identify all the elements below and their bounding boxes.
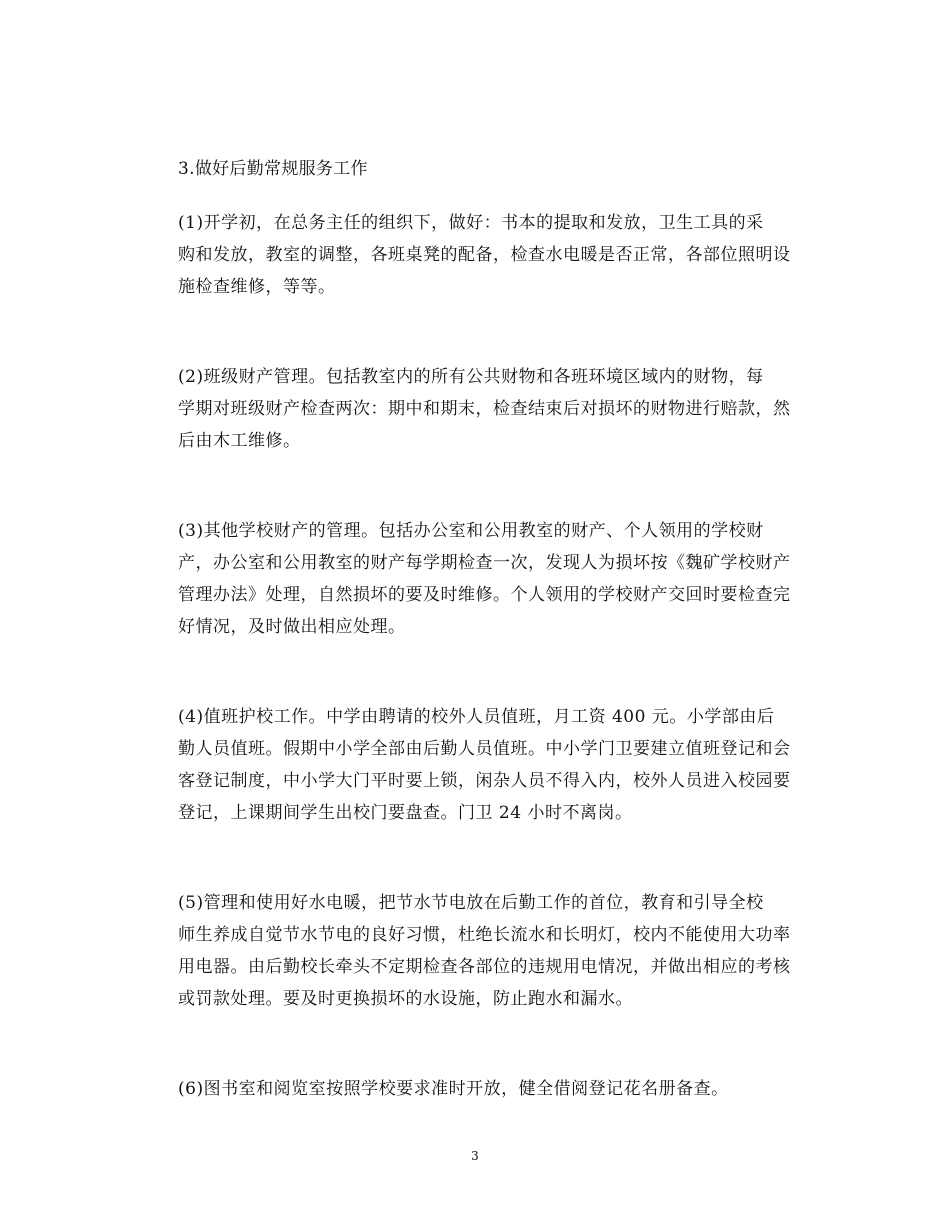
section-heading: 3.做好后勤常规服务工作 [178,159,368,179]
paragraph-line: 管理办法》处理，自然损坏的要及时维修。个人领用的学校财产交回时要检查完 [178,585,791,605]
paragraph-line: 或罚款处理。要及时更换损坏的水设施，防止跑水和漏水。 [178,989,633,1009]
paragraph-line: (1)开学初，在总务主任的组织下，做好：书本的提取和发放，卫生工具的采 [178,213,764,233]
page-number: 3 [471,1149,479,1163]
paragraph-3 [132,515,812,643]
paragraph-line: (2)班级财产管理。包括教室内的所有公共财物和各班环境区域内的财物，每 [178,367,764,387]
paragraph-line: (5)管理和使用好水电暖，把节水节电放在后勤工作的首位，教育和引导全校 [178,893,764,913]
paragraph-line: 施检查维修，等等。 [178,277,336,297]
paragraph-5 [132,887,812,1015]
paragraph-4 [132,701,812,829]
paragraph-6 [132,1073,812,1105]
paragraph-1 [132,207,812,303]
paragraph-line: 客登记制度，中小学大门平时要上锁，闲杂人员不得入内，校外人员进入校园要 [178,771,791,791]
paragraph-line: (4)值班护校工作。中学由聘请的校外人员值班，月工资 400 元。小学部由后 [178,707,775,727]
paragraph-line: 勤人员值班。假期中小学全部由后勤人员值班。中小学门卫要建立值班登记和会 [178,739,791,759]
paragraph-2 [132,361,812,457]
paragraph-line: 师生养成自觉节水节电的良好习惯，杜绝长流水和长明灯，校内不能使用大功率 [178,925,791,945]
paragraph-line: (6)图书室和阅览室按照学校要求准时开放，健全借阅登记花名册备查。 [178,1079,729,1099]
paragraph-line: 产，办公室和公用教室的财产每学期检查一次，发现人为损坏按《魏矿学校财产 [178,553,791,573]
document-body [132,151,812,1105]
paragraph-line: 购和发放，教室的调整，各班桌凳的配备，检查水电暖是否正常，各部位照明设 [178,245,791,265]
paragraph-line: 好情况，及时做出相应处理。 [178,617,406,637]
paragraph-line: 登记，上课期间学生出校门要盘查。门卫 24 小时不离岗。 [178,803,633,823]
paragraph-line: 学期对班级财产检查两次：期中和期末，检查结束后对损坏的财物进行赔款，然 [178,399,791,419]
paragraph-line: (3)其他学校财产的管理。包括办公室和公用教室的财产、个人领用的学校财 [178,521,764,541]
paragraph-line: 用电器。由后勤校长牵头不定期检查各部位的违规用电情况，并做出相应的考核 [178,957,791,977]
paragraph-line: 后由木工维修。 [178,431,301,451]
